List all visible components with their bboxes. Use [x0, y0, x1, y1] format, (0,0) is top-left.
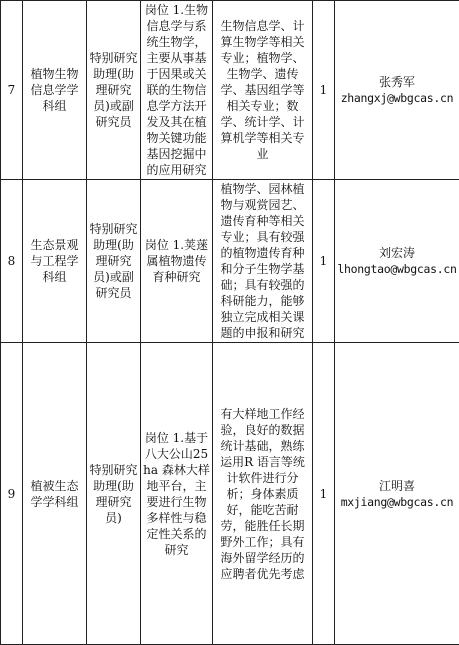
contact-email[interactable]: zhangxj@wbgcas.cn: [337, 90, 457, 106]
contact-email[interactable]: lhongtao@wbgcas.cn: [337, 261, 457, 277]
row-number: 7: [1, 1, 23, 180]
position-title: 特别研究助理(助理研究员)或副研究员: [87, 1, 141, 180]
discipline-group: 植被生态学学科组: [23, 343, 87, 645]
headcount: 1: [313, 343, 335, 645]
job-description: 岗位 1.基于八大公山25ha 森林大样地平台，主要进行生物多样性与稳定性关系的研究: [141, 343, 213, 645]
contact-name: 张秀军: [337, 74, 457, 90]
contact-cell: [335, 1, 459, 180]
job-requirement: 植物学、园林植物与观赏园艺、遗传育种等相关专业；具有较强的植物遗传育种和分子生物学基础；具有较强的科研能力，能够独立完成相关课题的申报和研究: [213, 180, 313, 343]
job-description: 岗位 1.生物信息学与系统生物学，主要从事基于因果或关联的生物信息学方法开发及其在植物关键功能基因挖掘中的应用研究: [141, 1, 213, 180]
discipline-group: 植物生物信息学学科组: [23, 1, 87, 180]
row-number: 9: [1, 343, 23, 645]
position-title: 特别研究助理(助理研究员)或副研究员: [87, 180, 141, 343]
table-row: [1, 180, 459, 343]
contact-name: 江明喜: [337, 478, 457, 494]
contact-cell: [335, 343, 459, 645]
table-row: [1, 343, 459, 645]
job-requirement: 有大样地工作经验，良好的数据统计基础，熟练运用R 语言等统计软件进行分析；身体素质好，能吃苦耐劳，能胜任长期野外工作；具有海外留学经历的应聘者优先考虑: [213, 343, 313, 645]
table-row: [1, 1, 459, 180]
position-title: 特别研究助理(助理研究员): [87, 343, 141, 645]
job-requirement: 生物信息学、计算生物学等相关专业；植物学、生物学、遗传学、基因组学等相关专业；数学、统计学、计算机学等相关专业: [213, 1, 313, 180]
headcount: 1: [313, 1, 335, 180]
contact-name: 刘宏涛: [337, 245, 457, 261]
job-description: 岗位 1.荚蒾属植物遗传育种研究: [141, 180, 213, 343]
contact-cell: [335, 180, 459, 343]
contact-email[interactable]: mxjiang@wbgcas.cn: [337, 494, 457, 510]
discipline-group: 生态景观与工程学科组: [23, 180, 87, 343]
headcount: 1: [313, 180, 335, 343]
row-number: 8: [1, 180, 23, 343]
